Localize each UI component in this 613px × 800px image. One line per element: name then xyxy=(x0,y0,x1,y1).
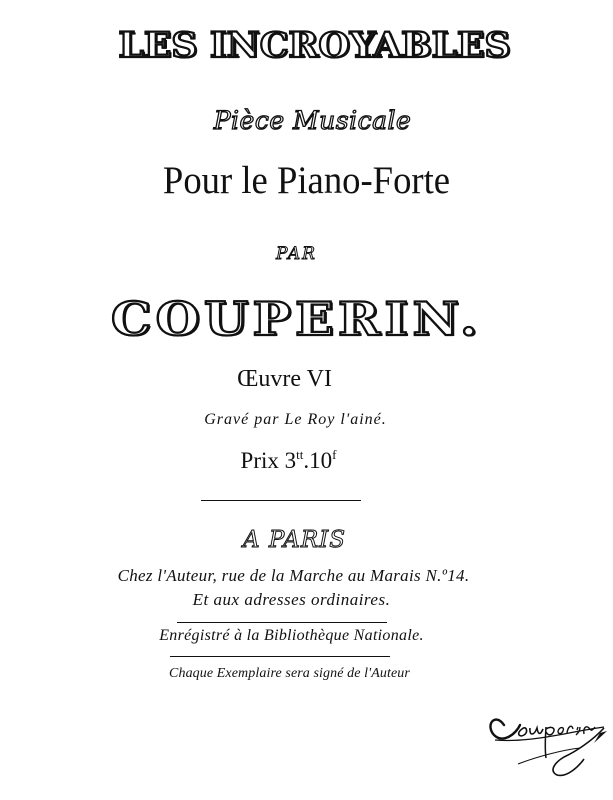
price-unit-livres: tt xyxy=(296,447,304,462)
composer-name: COUPERIN. xyxy=(110,292,483,346)
instrument-line: Pour le Piano-Forte xyxy=(162,159,451,202)
opus-number: Œuvre VI xyxy=(237,366,332,392)
publisher-address: Chez l'Auteur, rue de la Marche au Marais N.º14. xyxy=(117,566,470,585)
price-unit-sous: f xyxy=(332,447,337,462)
page-title: LES INCROYABLES xyxy=(118,25,511,66)
divider-rule xyxy=(170,656,390,657)
price-middle: .10 xyxy=(303,448,333,473)
engraver-line: Gravé par Le Roy l'ainé. xyxy=(204,411,387,428)
other-addresses: Et aux adresses ordinaires. xyxy=(192,590,391,609)
price-prefix: Prix 3 xyxy=(240,448,297,473)
handwritten-signature xyxy=(488,691,609,784)
subtitle: Pièce Musicale xyxy=(213,106,412,135)
signed-copy-note: Chaque Exemplaire sera signé de l'Auteur xyxy=(169,666,410,681)
publication-city: A PARIS xyxy=(242,527,347,553)
registration-line: Enrégistré à la Bibliothèque Nationale. xyxy=(159,627,424,644)
price-line xyxy=(0,447,595,474)
divider-rule xyxy=(177,622,387,623)
by-label: PAR xyxy=(276,244,317,264)
divider-rule xyxy=(201,500,361,501)
